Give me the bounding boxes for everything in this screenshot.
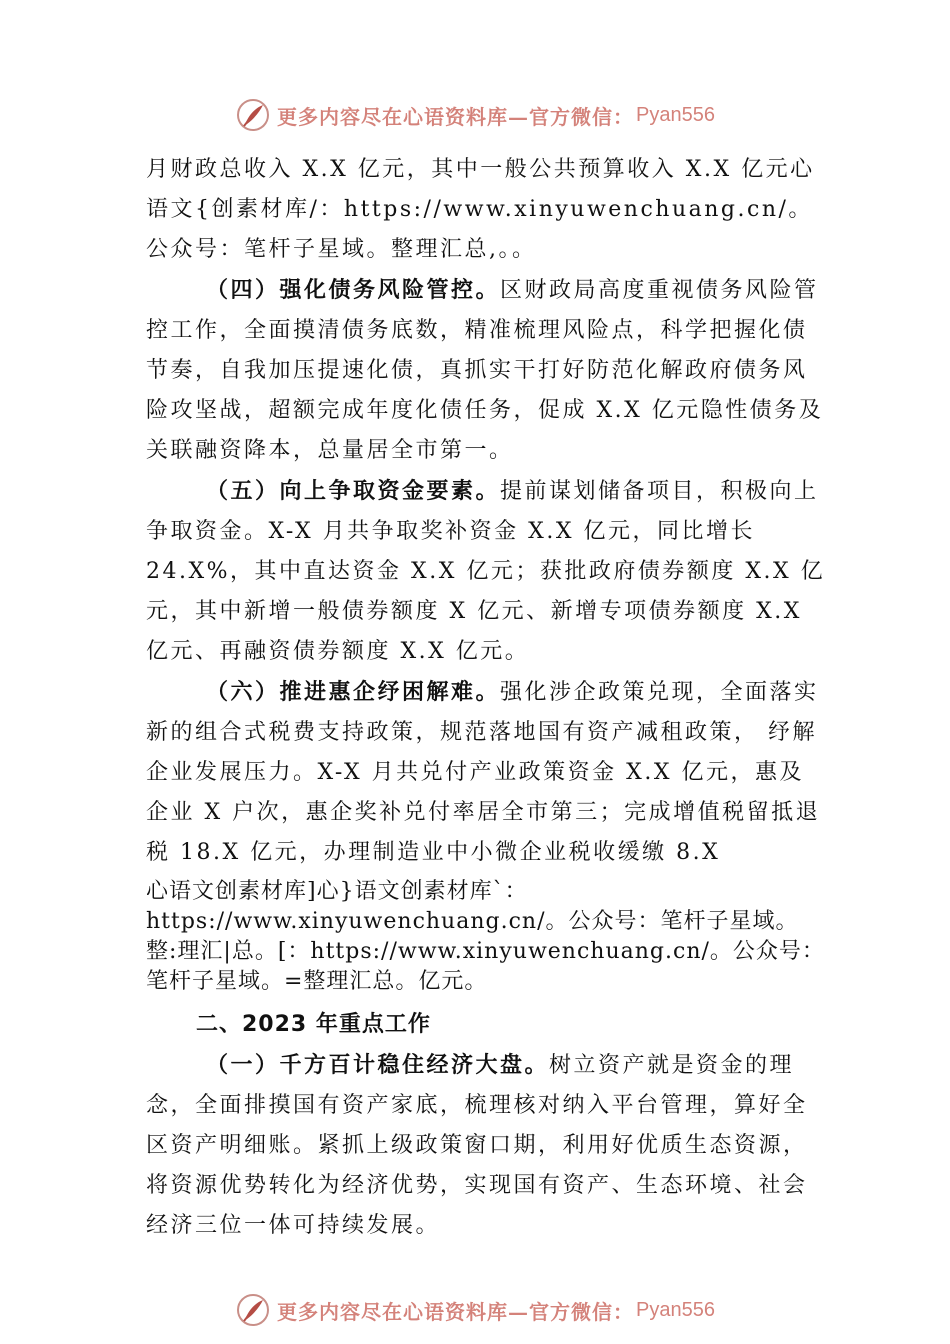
paragraph-text: 区财政局高度重视债务风险管控工作，全面摸清债务底数，精准梳理风险点，科学把握化债节奏，自我加压提速化债，真抓实干打好防范化解政府债务风险攻坚战，超额完成年度化债任务，促成 X.X 亿元隐性债务及关联融资降本，总量居全市第一。 [146,278,824,463]
paragraph-enterprise-relief [146,672,826,873]
paragraph-heading: （五）向上争取资金要素。 [206,478,501,504]
header-watermark-banner [0,95,950,135]
footer-watermark-banner [0,1290,950,1330]
paragraph-text: 树立资产就是资金的理念，全面排摸国有资产家底，梳理核对纳入平台管理，算好全区资产明细账。紧抓上级政策窗口期，利用好优质生态资源，将资源优势转化为经济优势，实现国有资产、生态环境、社会经济三位一体可持续发展。 [146,1053,808,1238]
paragraph-heading: （四）强化债务风险管控。 [206,277,501,303]
banner-text: 更多内容尽在心语资料库—官方微信： [277,104,635,129]
banner-wechat-id: Pyan556 [636,1298,715,1321]
paragraph-text: 提前谋划储备项目，积极向上争取资金。X-X 月共争取奖补资金 X.X 亿元，同比增长 24.X%，其中直达资金 X.X 亿元；获批政府债券额度 X.X 亿元，其中新增一般债券额度 X 亿元、新增专项债券额度 X.X 亿元、再融资债券额度 X.X 亿元。 [146,479,826,664]
paragraph-debt-risk [146,270,826,471]
feather-pen-logo-icon [235,97,271,133]
feather-pen-logo-icon [235,1292,271,1328]
section-title: 二、2023 年重点工作 [196,1012,431,1037]
banner-text: 更多内容尽在心语资料库—官方微信： [277,1299,635,1324]
document-body [146,150,826,1246]
watermark-noise-text: 心语文创素材库]心}语文创素材库`：https://www.xinyuwenchuang.cn/。公众号：笔杆子星域。整:理汇|总。[：https://www.xinyuwenchuang.cn/。公众号：笔杆子星域。=整理汇总。亿元。 [146,879,825,994]
paragraph-heading: （六）推进惠企纾困解难。 [206,679,501,705]
paragraph-continuation: 月财政总收入 X.X 亿元，其中一般公共预算收入 X.X 亿元心语文{创素材库/：https://www.xinyuwenchuang.cn/。公众号：笔杆子星域。整理汇总,。。 [146,157,815,262]
paragraph-stabilize-economy [146,1045,826,1246]
paragraph-funding [146,471,826,672]
banner-wechat-id: Pyan556 [636,103,715,126]
paragraph-heading: （一）千方百计稳住经济大盘。 [206,1052,550,1078]
paragraph-text: 强化涉企政策兑现，全面落实新的组合式税费支持政策，规范落地国有资产减租政策， 纾解企业发展压力。X-X 月共兑付产业政策资金 X.X 亿元，惠及企业 X 户次，惠企奖补兑付率居全市第三；完成增值税留抵退税 18.X 亿元，办理制造业中小微企业税收缓缴 8.X [146,680,821,865]
